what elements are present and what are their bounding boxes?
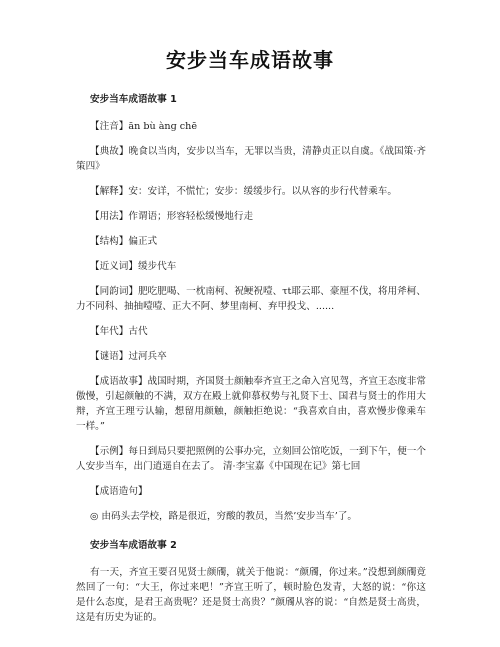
allusion-paragraph: 【典故】晚食以当肉，安步以当车，无罪以当贵，清静贞正以自虞。《战国策·齐策四》: [76, 146, 426, 172]
story-2-paragraph: 有一天，齐宣王要召见贤士颜斶，就关于他说：“颜斶，你过来。”没想到颜斶竟然回了一句：“大王，你过来吧！”齐宣王听了，顿时脸色发青，大怒的说：“你这是什么态度，是君王高贵呢？还是贤士高贵？”颜斶从容的说：“自然是贤士高贵，这是有历史为证的。: [76, 567, 426, 623]
document-body: [76, 92, 426, 635]
usage-paragraph: 【用法】作谓语；形容轻松缓慢地行走: [90, 211, 254, 222]
era-paragraph: 【年代】古代: [90, 326, 148, 337]
sentence-making-label: 【成语造句】: [90, 486, 148, 497]
pronunciation-paragraph: 【注音】ān bù ànɡ chē: [90, 121, 198, 132]
section-heading-1: 安步当车成语故事 1: [90, 94, 177, 105]
explanation-paragraph: 【解释】安：安详，不慌忙；安步：缓缓步行。以从容的步行代替乘车。: [90, 186, 397, 197]
story-paragraph: 【成语故事】战国时期，齐国贤士颜触奉齐宣王之命入宫见驾，齐宣王态度非常傲慢，引起颜触的不满，双方在殿上就仰慕权势与礼贤下士、国君与贤士的作用大辩，齐宣王理亏认输，想留用颜触，颜触拒绝说：“我喜欢自由，喜欢慢步像乘车一样。”: [76, 376, 426, 432]
synonym-paragraph: 【近义词】缓步代车: [90, 261, 177, 272]
riddle-paragraph: 【谜语】过河兵卒: [90, 351, 167, 362]
rhyme-words-paragraph: 【同韵词】肥吃肥喝、一枕南柯、祝鲠祝噎、τt耶云耶、豪厘不伐，将用斧柯、力不同科、抽抽噎噎、正大不阿、梦里南柯、弃甲投戈、......: [76, 286, 426, 312]
document-title: 安步当车成语故事: [166, 48, 334, 72]
structure-paragraph: 【结构】偏正式: [90, 236, 158, 247]
sentence-example-paragraph: ◎ 由码头去学校，路是很近，穷酸的教员，当然’安步当车’了。: [90, 511, 357, 522]
section-heading-2: 安步当车成语故事 2: [90, 540, 177, 551]
example-paragraph: 【示例】每日到局只要把照例的公事办完，立刻回公馆吃饭，一到下午，便一个人安步当车，出门逍遥自在去了。 清·李宝嘉《中国现在记》第七回: [76, 446, 426, 472]
